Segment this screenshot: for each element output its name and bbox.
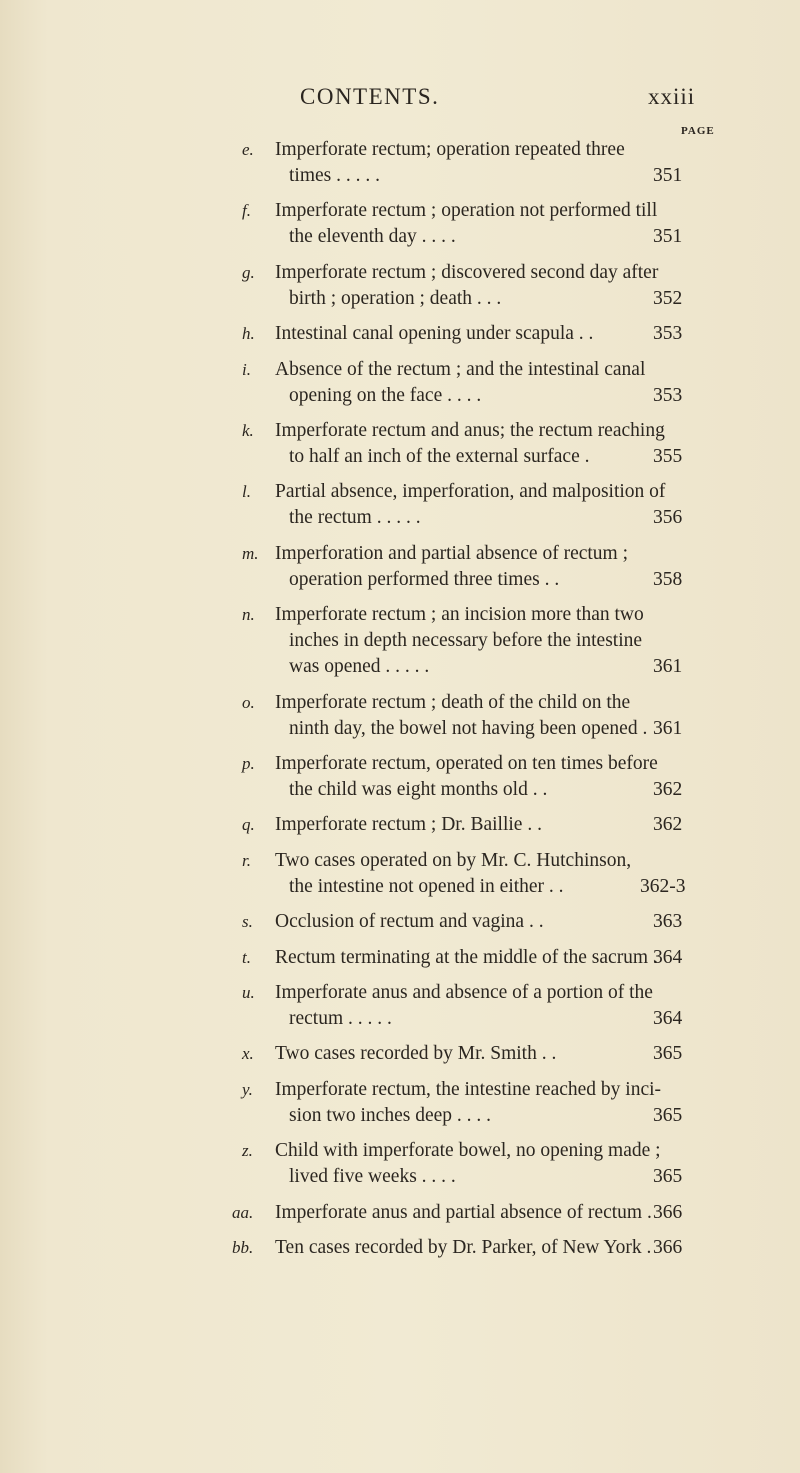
contents-entry [0, 1041, 800, 1067]
entry-title-continued: the child was eight months old . . [289, 779, 548, 800]
entry-letter: o. [242, 692, 255, 712]
entry-title: Rectum terminating at the middle of the sacrum . [275, 946, 658, 968]
entry-letter: s. [242, 912, 253, 932]
contents-entry [0, 1235, 800, 1261]
entry-letter: q. [242, 815, 255, 835]
contents-entry [0, 541, 800, 593]
contents-entry [0, 1077, 800, 1129]
entry-page-number: 366 [653, 1237, 683, 1258]
entry-title-continued: to half an inch of the external surface . [289, 446, 590, 467]
entry-title: Absence of the rectum ; and the intestinal canal [275, 358, 646, 380]
entry-letter: r. [242, 850, 251, 870]
entry-title-continued: the rectum . . . . . [289, 507, 421, 529]
entry-letter: p. [242, 754, 255, 773]
entry-page-number: 365 [653, 1104, 683, 1126]
entry-title-continued: the intestine not opened in either . . [289, 875, 564, 897]
entry-letter: l. [242, 482, 251, 502]
contents-entry [0, 198, 800, 250]
entry-page-number: 352 [653, 287, 683, 309]
entry-title-continued: times . . . . . [289, 165, 380, 186]
entry-title: Imperforate rectum ; death of the child on the [275, 691, 631, 713]
entry-title-continued: birth ; operation ; death . . . [289, 287, 502, 309]
entry-page-number: 365 [653, 1043, 683, 1065]
entry-title: Occlusion of rectum and vagina . . [275, 911, 544, 933]
entry-page-number: 351 [653, 226, 683, 248]
entry-title: Imperforate rectum ; Dr. Baillie . . [275, 814, 542, 836]
contents-entry [0, 602, 800, 680]
entry-letter: f. [242, 201, 251, 221]
entry-letter: g. [242, 262, 255, 282]
contents-entry [0, 909, 800, 935]
entry-page-number: 362-3 [640, 875, 686, 897]
contents-entry [0, 751, 800, 803]
entry-page-number: 364 [653, 1008, 683, 1029]
entry-letter: u. [242, 983, 255, 1002]
entry-title: Imperforate anus and partial absence of rectum . [275, 1201, 652, 1223]
entry-title: Imperforate rectum, the intestine reached by inci- [275, 1078, 662, 1100]
entry-letter: i. [242, 359, 251, 379]
entry-title-continued: opening on the face . . . . [289, 384, 482, 406]
entry-page-number: 364 [653, 946, 683, 968]
contents-entry [0, 945, 800, 971]
entry-title-continued: sion two inches deep . . . . [289, 1104, 492, 1126]
contents-entry [0, 690, 800, 742]
entry-letter: k. [242, 421, 254, 440]
contents-entry [0, 980, 800, 1032]
contents-entry [0, 260, 800, 312]
contents-entry [0, 418, 800, 470]
entry-page-number: 356 [653, 507, 683, 529]
entry-title-continued: inches in depth necessary before the intestine was opened . . . . . [289, 630, 643, 678]
entry-title: Imperforate rectum ; an incision more than two [275, 604, 644, 626]
entry-letter: aa. [232, 1202, 254, 1222]
entry-title: Ten cases recorded by Dr. Parker, of New York . [275, 1237, 652, 1258]
entry-title: Imperforate rectum, operated on ten times before [275, 753, 658, 774]
entry-page-number: 355 [653, 446, 683, 467]
contents-entry [0, 1200, 800, 1226]
entry-page-number: 353 [653, 384, 683, 406]
entry-letter: h. [242, 324, 255, 344]
entry-letter: x. [242, 1044, 254, 1064]
entry-title: Two cases recorded by Mr. Smith . . [275, 1043, 557, 1065]
entry-title: Partial absence, imperforation, and malposition of [275, 481, 666, 503]
entry-page-number: 361 [653, 717, 683, 739]
running-header [0, 78, 800, 114]
entry-title-continued: the eleventh day . . . . [289, 226, 456, 248]
entry-letter: z. [242, 1141, 253, 1161]
entry-page-number: 351 [653, 165, 683, 186]
entry-page-number: 361 [653, 656, 683, 678]
entry-title-continued: operation performed three times . . [289, 568, 560, 590]
contents-entry [0, 848, 800, 900]
entry-title-continued: lived five weeks . . . . [289, 1166, 456, 1188]
contents-entry [0, 1138, 800, 1190]
entry-letter: t. [242, 947, 251, 967]
entry-title-continued: ninth day, the bowel not having been opened . [289, 717, 648, 739]
contents-entry [0, 357, 800, 409]
entry-letter: n. [242, 605, 255, 625]
running-title: CONTENTS. [300, 84, 440, 109]
entry-letter: e. [242, 140, 254, 159]
entry-title: Imperforate rectum and anus; the rectum reaching [275, 420, 665, 441]
contents-entry [0, 479, 800, 531]
entry-page-number: 362 [653, 779, 683, 800]
contents-entry [0, 137, 800, 189]
entry-title: Imperforate rectum ; discovered second day after [275, 261, 659, 283]
entry-letter: m. [242, 543, 259, 563]
entry-page-number: 353 [653, 323, 683, 345]
entry-page-number: 366 [653, 1201, 683, 1223]
entry-page-number: 363 [653, 911, 683, 933]
page-number: xxiii [648, 84, 696, 109]
page-column-label: PAGE [681, 125, 715, 137]
contents-entry [0, 321, 800, 347]
entry-title: Imperforation and partial absence of rectum ; [275, 542, 629, 564]
entry-page-number: 358 [653, 568, 683, 590]
entry-title: Imperforate rectum ; operation not performed till [275, 200, 658, 222]
entry-title: Imperforate rectum; operation repeated three [275, 139, 625, 160]
entry-title: Imperforate anus and absence of a portion of the [275, 982, 653, 1003]
entry-title: Child with imperforate bowel, no opening made ; [275, 1140, 661, 1162]
entry-letter: bb. [232, 1238, 254, 1257]
entry-letter: y. [242, 1079, 253, 1099]
entry-page-number: 362 [653, 814, 683, 836]
contents-entry [0, 812, 800, 838]
entry-title: Intestinal canal opening under scapula . . [275, 323, 594, 345]
entry-title: Two cases operated on by Mr. C. Hutchinson, [275, 849, 632, 871]
entry-page-number: 365 [653, 1166, 683, 1188]
entry-title-continued: rectum . . . . . [289, 1008, 392, 1029]
